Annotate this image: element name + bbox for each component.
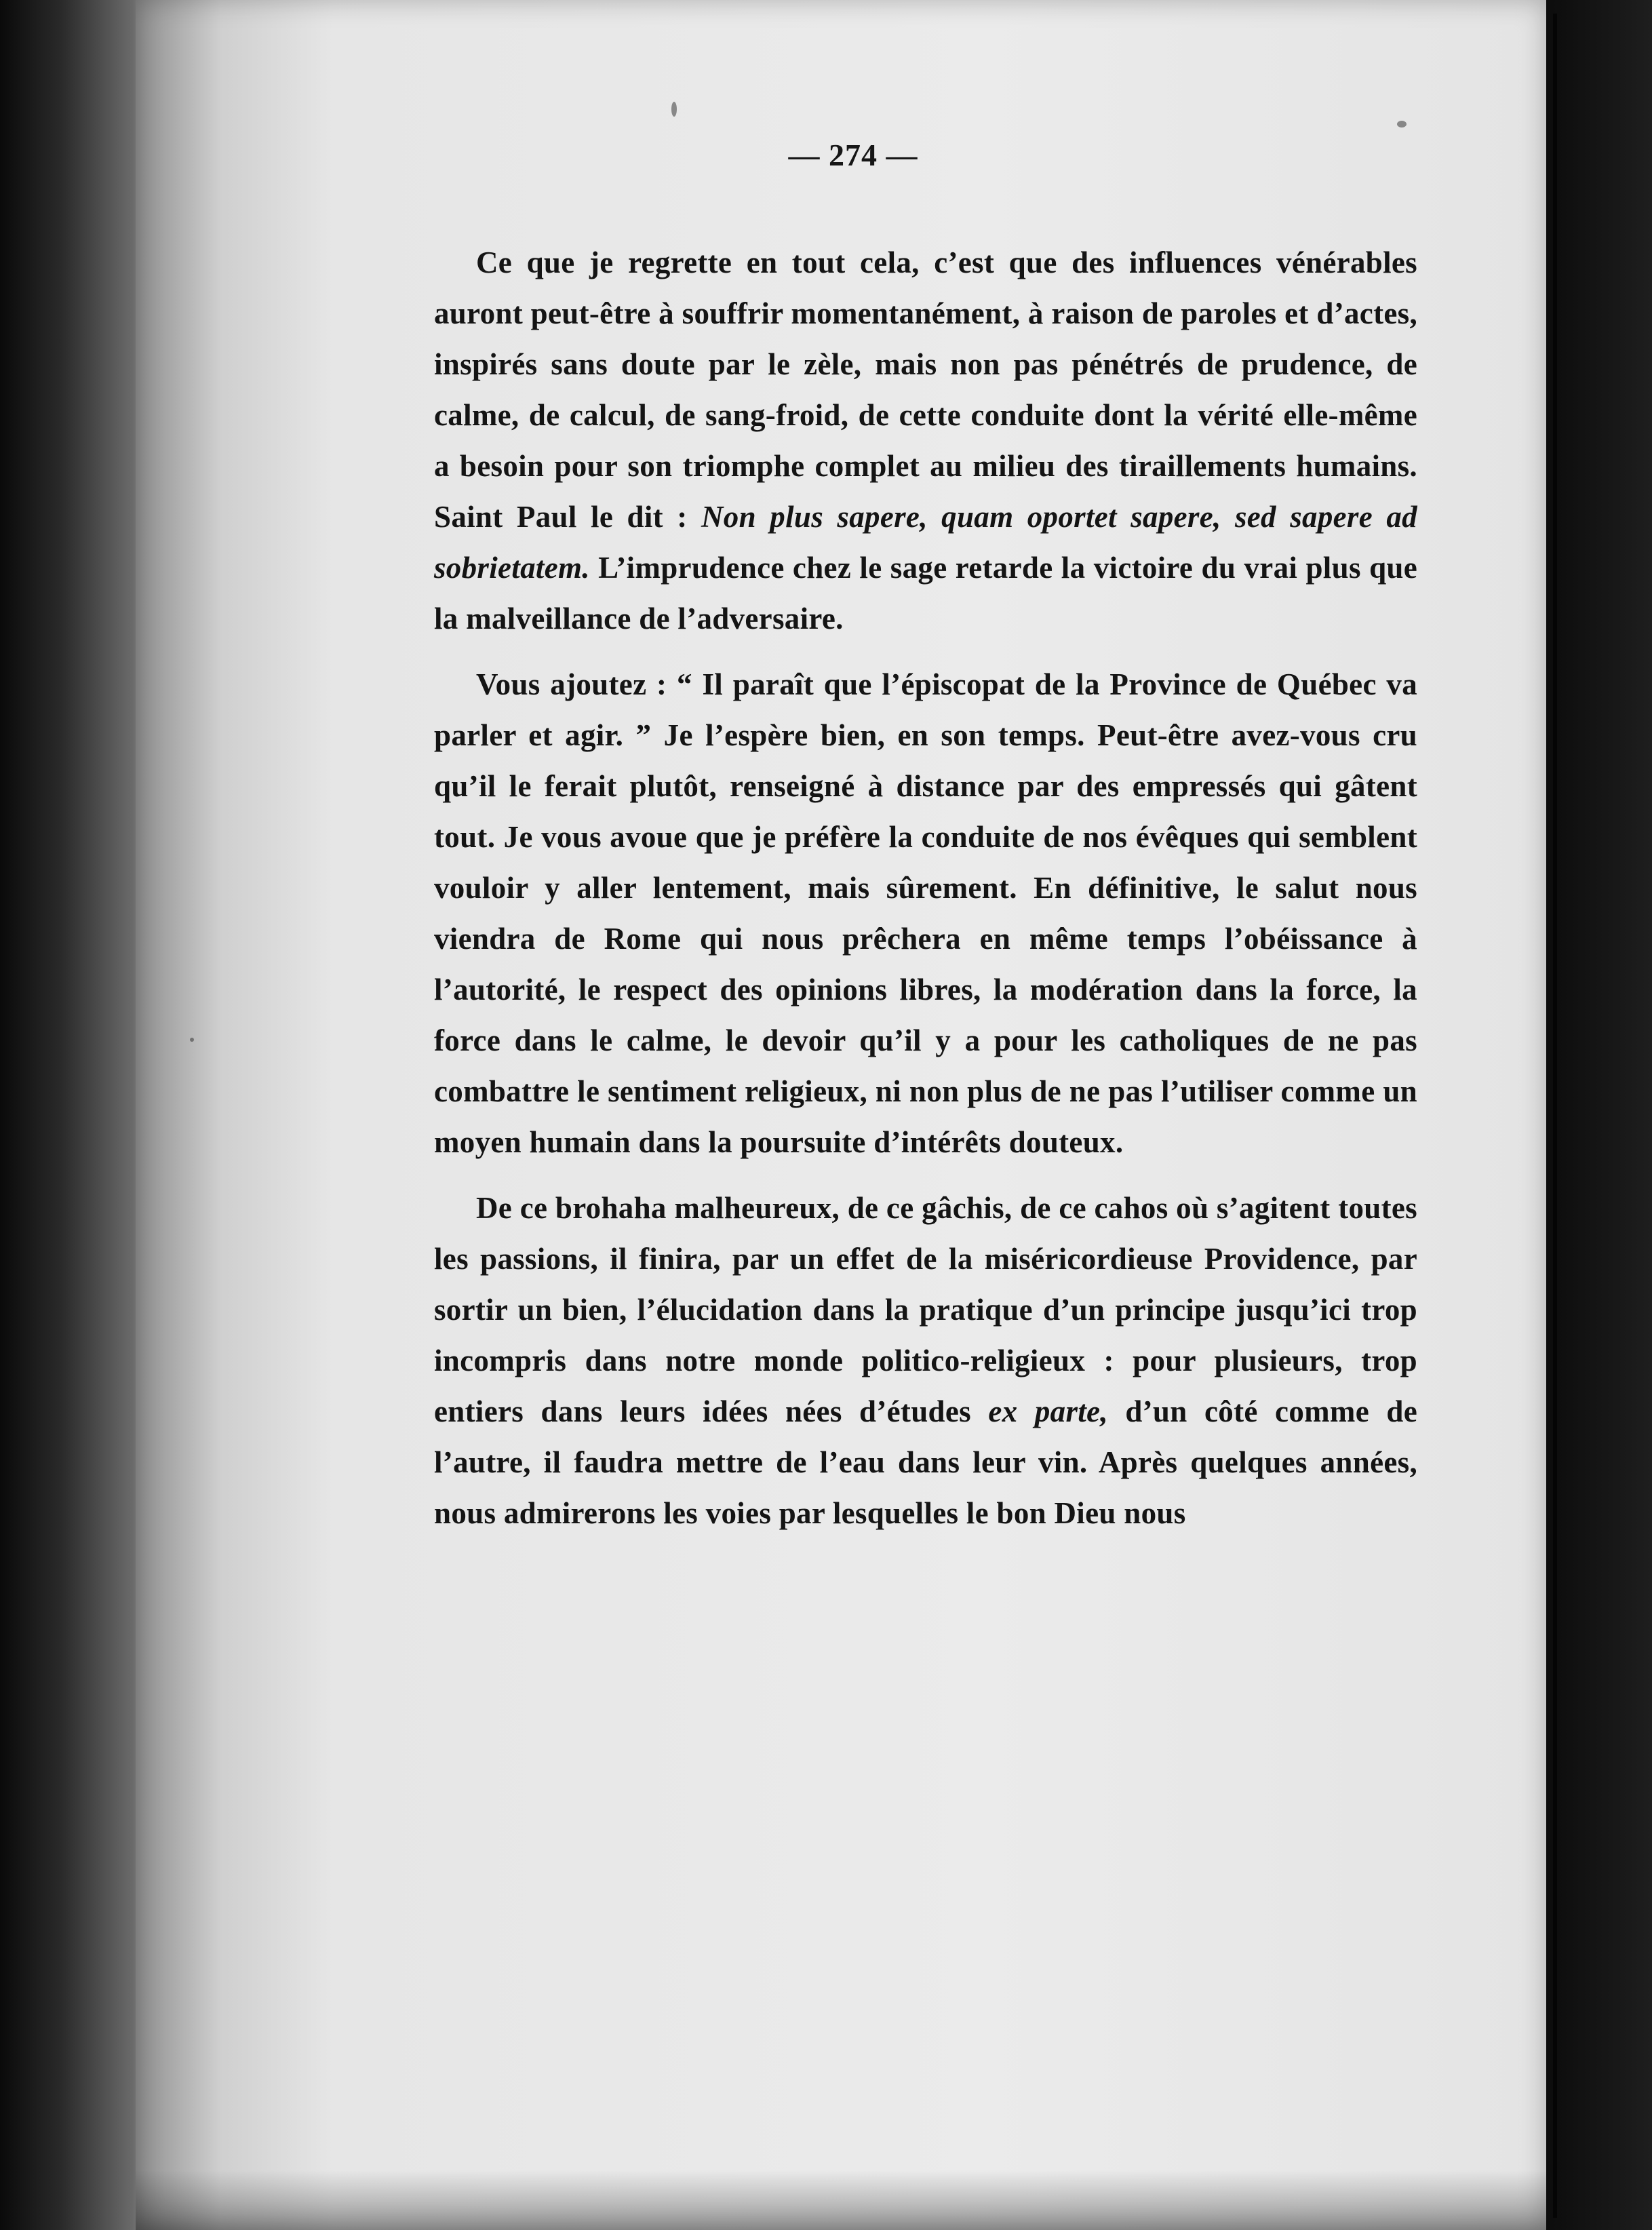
paragraph-text: d’un côté comme de l’autre, il faudra mettre de l’eau dans leur vin. Après quelques années, nous admirerons les voies par lesquelles le bon Dieu nous (434, 1394, 1417, 1530)
ink-speck (1397, 121, 1407, 128)
paragraph-text: Vous ajoutez : “ Il paraît que l’épiscopat de la Province de Québec va parler et agir. ” Je l’espère bien, en son temps. Peut-être avez-vous cru qu’il le ferait plutôt, renseigné à distance par des empressés qui gâtent tout. Je vous avoue que je préfère la conduite de nos évêques qui semblent vouloir y aller lentement, mais sûrement. En définitive, le salut nous viendra de Rome qui nous prêchera en même temps l’obéissance à l’autorité, le respect des opinions libres, la modération dans la force, la force dans le calme, le devoir qu’il y a pour les catholiques de ne pas combattre le sentiment religieux, ni non plus de ne pas l’utiliser comme un moyen humain dans la poursuite d’intérêts douteux. (434, 667, 1417, 1159)
paragraph (434, 237, 1417, 644)
page-edge-right (1546, 0, 1652, 2230)
paragraph (434, 659, 1417, 1168)
paragraph-text: De ce brohaha malheureux, de ce gâchis, de ce cahos où s’agitent toutes les passions, il finira, par un effet de la miséricordieuse Providence, par sortir un bien, l’élucidation dans la pratique d’un principe jusqu’ici trop incompris dans notre monde politico-religieux : pour plusieurs, trop entiers dans leurs idées nées d’études (434, 1191, 1417, 1428)
latin-quotation: Non plus sapere, quam oportet sapere, sed sapere ad sobrietatem. (434, 500, 1417, 585)
page-bottom-shadow (136, 2170, 1546, 2230)
latin-phrase: ex parte, (988, 1394, 1108, 1428)
ink-speck (190, 1038, 194, 1042)
paragraph-text: L’imprudence chez le sage retarde la victoire du vrai plus que la malveillance de l’adversaire. (434, 551, 1417, 635)
page-edge-line (1553, 14, 1557, 2218)
page-number: — 274 — (788, 138, 918, 172)
ink-speck (671, 102, 677, 117)
body-text (434, 237, 1417, 1554)
paragraph (434, 1183, 1417, 1539)
ink-speck (56, 339, 60, 343)
paragraph-text: Ce que je regrette en tout cela, c’est que des influences vénérables auront peut-être à souffrir momentanément, à raison de paroles et d’actes, inspirés sans doute par le zèle, mais non pas pénétrés de prudence, de calme, de calcul, de sang-froid, de cette conduite dont la vérité elle-même a besoin pour son triomphe complet au milieu des tiraillements humains. Saint Paul le dit : (434, 246, 1417, 534)
